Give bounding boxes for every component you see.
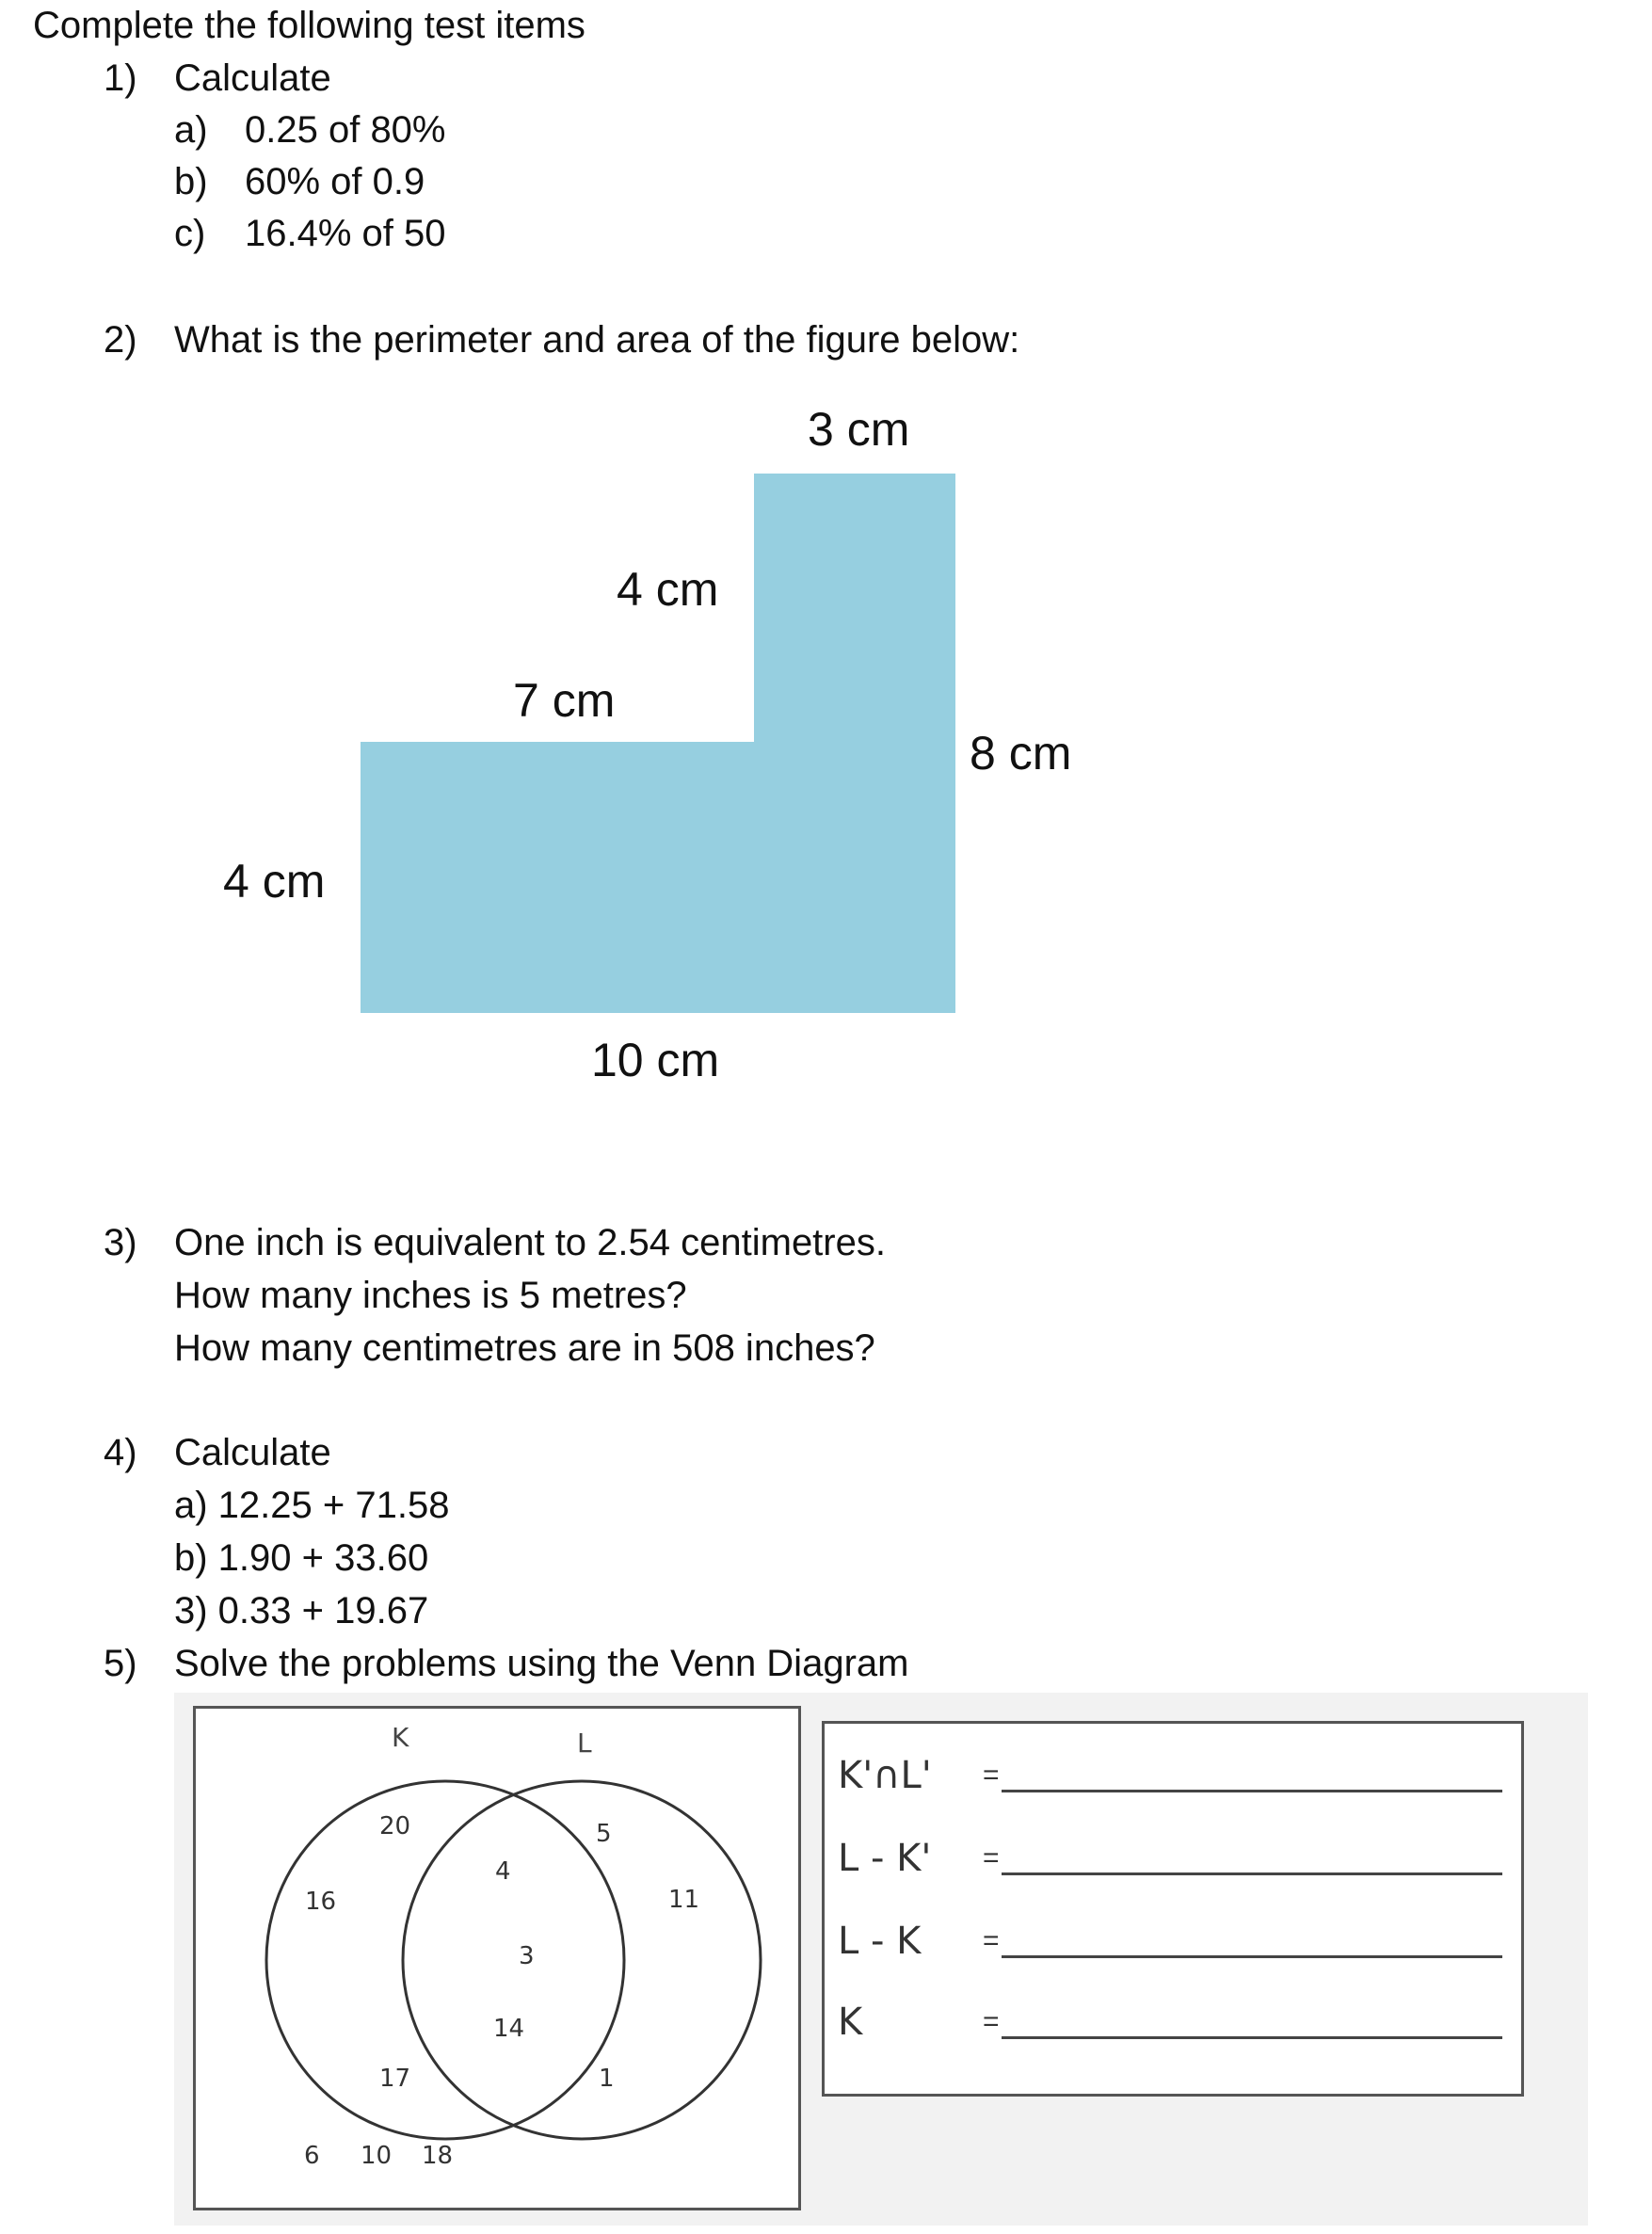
venn-value-both-c: 14 xyxy=(493,2015,525,2043)
venn-value-l-right: 11 xyxy=(668,1886,700,1914)
venn-value-k-left: 16 xyxy=(305,1888,337,1916)
q3-line-2: How many inches is 5 metres? xyxy=(174,1275,687,1316)
venn-question-4-answer-line[interactable] xyxy=(1002,2036,1502,2039)
q1-number: 1) xyxy=(104,57,137,99)
q3-line-3: How many centimetres are in 508 inches? xyxy=(174,1327,875,1369)
q1-item-a-text: 0.25 of 80% xyxy=(245,109,446,151)
figure-label-right: 8 cm xyxy=(970,727,1072,779)
venn-question-2-expr: L - K' xyxy=(838,1837,932,1880)
venn-value-outside-c: 18 xyxy=(422,2142,454,2170)
venn-value-k-bottom: 17 xyxy=(379,2065,411,2093)
q4-item-c: 3) 0.33 + 19.67 xyxy=(174,1590,429,1631)
venn-question-4-expr: K xyxy=(838,2001,863,2044)
venn-question-2-answer-line[interactable] xyxy=(1002,1872,1502,1875)
venn-value-both-b: 3 xyxy=(519,1942,535,1970)
venn-question-3-eq: = xyxy=(983,1925,1000,1956)
q4-number: 4) xyxy=(104,1432,137,1473)
figure-column-rect xyxy=(754,474,955,747)
venn-label-k: K xyxy=(392,1722,409,1753)
venn-question-4-eq: = xyxy=(983,2006,1000,2037)
venn-question-1-eq: = xyxy=(983,1760,1000,1791)
venn-question-1-answer-line[interactable] xyxy=(1002,1790,1502,1792)
figure-label-left: 4 cm xyxy=(223,855,326,908)
venn-value-l-top: 5 xyxy=(596,1820,612,1848)
q5-number: 5) xyxy=(104,1643,137,1684)
q2-title: What is the perimeter and area of the figure below: xyxy=(174,319,1020,361)
venn-value-both-a: 4 xyxy=(495,1857,511,1886)
page-header: Complete the following test items xyxy=(33,5,585,46)
venn-question-3-answer-line[interactable] xyxy=(1002,1955,1502,1958)
q1-item-c-text: 16.4% of 50 xyxy=(245,213,446,254)
figure-label-inner-horizontal: 7 cm xyxy=(513,674,616,727)
venn-value-k-top: 20 xyxy=(379,1812,411,1840)
figure-base-rect xyxy=(361,742,955,1013)
venn-circle-l xyxy=(403,1781,761,2139)
venn-value-l-bottom: 1 xyxy=(599,2065,615,2093)
venn-value-outside-a: 6 xyxy=(304,2142,320,2170)
venn-question-1-expr: K'∩L' xyxy=(838,1754,932,1797)
venn-question-3-expr: L - K xyxy=(838,1920,922,1963)
q4-title: Calculate xyxy=(174,1432,331,1473)
q1-item-b-label: b) xyxy=(174,161,208,202)
q1-title: Calculate xyxy=(174,57,331,99)
venn-question-2-eq: = xyxy=(983,1842,1000,1873)
q4-item-b: b) 1.90 + 33.60 xyxy=(174,1537,429,1579)
venn-circle-k xyxy=(266,1781,624,2139)
q1-item-b-text: 60% of 0.9 xyxy=(245,161,425,202)
venn-questions-frame xyxy=(822,1721,1524,2097)
venn-value-outside-b: 10 xyxy=(361,2142,393,2170)
q5-title: Solve the problems using the Venn Diagram xyxy=(174,1643,909,1684)
venn-label-l: L xyxy=(577,1728,592,1759)
figure-label-inner-vertical: 4 cm xyxy=(617,563,719,616)
venn-circles xyxy=(196,1709,798,2208)
q4-item-a: a) 12.25 + 71.58 xyxy=(174,1485,450,1526)
q3-number: 3) xyxy=(104,1222,137,1263)
venn-diagram-frame xyxy=(193,1706,801,2210)
q1-item-a-label: a) xyxy=(174,109,208,151)
q3-line-1: One inch is equivalent to 2.54 centimetres. xyxy=(174,1222,886,1263)
venn-panel xyxy=(174,1693,1588,2226)
figure-label-top: 3 cm xyxy=(808,403,910,456)
figure-label-bottom: 10 cm xyxy=(591,1034,720,1086)
q2-number: 2) xyxy=(104,319,137,361)
q1-item-c-label: c) xyxy=(174,213,206,254)
